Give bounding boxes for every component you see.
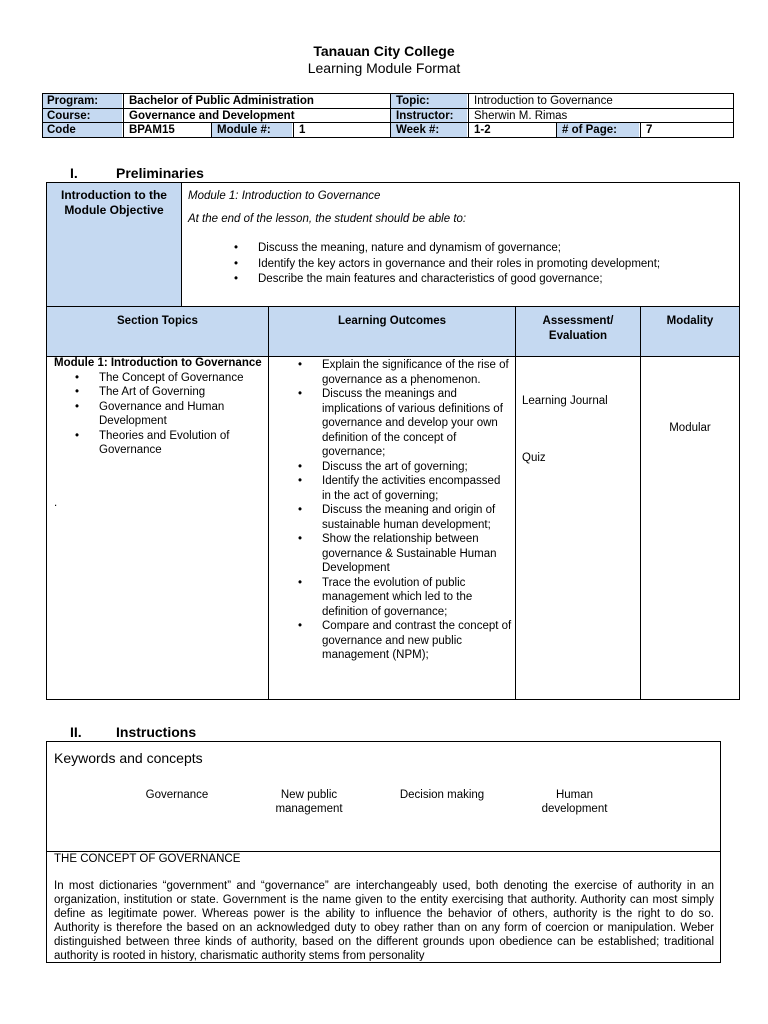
course-value: Governance and Development: [129, 110, 295, 122]
col-header-assessment: Assessment/ Evaluation: [542, 315, 614, 342]
col-header-section-topics: Section Topics: [117, 315, 198, 327]
assessment-quiz: Quiz: [522, 452, 546, 464]
outcome-item: • Discuss the meanings and implications of various definitions of governance and develop your own definition of the concept of governance;: [322, 387, 512, 460]
section-title-preliminaries: Preliminaries: [116, 165, 204, 181]
outcome-item: • Discuss the art of governing;: [322, 460, 512, 475]
topic-item: • The Art of Governing: [99, 385, 264, 400]
objective-intro: At the end of the lesson, the student should be able to:: [188, 212, 467, 225]
section-number: II.: [70, 724, 82, 740]
code-value: BPAM15: [129, 124, 175, 136]
outcome-item: • Identify the activities encompassed in the act of governing;: [322, 474, 512, 503]
section-title-instructions: Instructions: [116, 724, 197, 740]
keyword-item: Human development: [541, 789, 608, 815]
instructor-value: Sherwin M. Rimas: [474, 110, 568, 122]
week-label: Week #:: [391, 123, 467, 137]
topics-list: [99, 371, 264, 458]
objective-item: • Identify the key actors in governance and their roles in promoting development;: [258, 257, 733, 272]
assessment-learning-journal: Learning Journal: [522, 395, 608, 407]
section-number: I.: [70, 165, 78, 181]
concept-paragraph: In most dictionaries “government” and “governance” are interchangeably used, both denoting the exercise of authority in an organization, institution or state. Government is the name given to the entity exercising that authority. Authority can most simply define as legitimate power. Whereas power is the ability to influence the behavior of others, authority is the right to do so. Authority is therefore the based on an acknowledged duty to obey rather than on any form of coercion or manipulation. Weber distinguished between three kinds of authority, based on the different grounds upon obedience can be established; traditional authority is rooted in history, charismatic authority stems from personality: [54, 880, 714, 961]
concept-heading: THE CONCEPT OF GOVERNANCE: [54, 853, 241, 865]
module-number-value: 1: [299, 124, 306, 136]
topic-item: • The Concept of Governance: [99, 371, 264, 386]
week-value: 1-2: [474, 124, 491, 136]
module-number-label: Module #:: [212, 123, 292, 137]
module-title: Module 1: Introduction to Governance: [188, 190, 381, 202]
college-name: Tanauan City College: [313, 43, 455, 59]
pages-label: # of Page:: [557, 123, 639, 137]
instructions-table: [46, 741, 721, 963]
instructor-label: Instructor:: [391, 109, 467, 122]
topics-heading: Module 1: Introduction to Governance: [54, 357, 262, 369]
keyword-item: Governance: [145, 789, 209, 801]
outcome-item: • Show the relationship between governance & Sustainable Human Development: [322, 532, 512, 576]
course-label: Course:: [42, 109, 122, 122]
preliminaries-table: [46, 182, 740, 700]
topic-item: • Governance and Human Development: [99, 400, 264, 429]
col-header-modality: Modality: [666, 315, 714, 327]
keywords-title: Keywords and concepts: [54, 750, 203, 766]
objective-item: • Describe the main features and characteristics of good governance;: [258, 272, 733, 287]
code-label: Code: [42, 123, 122, 137]
topics-trailing-dot: .: [54, 496, 58, 509]
learning-outcomes-list: [322, 358, 512, 663]
outcome-item: • Explain the significance of the rise of governance as a phenomenon.: [322, 358, 512, 387]
objective-content: [188, 189, 733, 287]
objective-item: • Discuss the meaning, nature and dynamism of governance;: [258, 241, 733, 256]
section-topics-cell: [54, 356, 264, 510]
outcome-item: • Discuss the meaning and origin of sustainable human development;: [322, 503, 512, 532]
keyword-item: New public management: [275, 789, 343, 815]
topic-item: • Theories and Evolution of Governance: [99, 429, 264, 458]
program-label: Program:: [42, 94, 122, 108]
pages-value: 7: [646, 124, 653, 136]
module-info-table: [42, 93, 734, 137]
col-header-learning-outcomes: Learning Outcomes: [338, 315, 446, 327]
keyword-item: Decision making: [399, 789, 485, 801]
objective-label: Introduction to the Module Objective: [61, 188, 167, 217]
objective-list: [258, 241, 733, 287]
outcome-item: • Trace the evolution of public management which led to the definition of governance;: [322, 576, 512, 620]
modality-value: Modular: [669, 422, 711, 434]
program-value: Bachelor of Public Administration: [129, 95, 314, 107]
document-subtitle: Learning Module Format: [307, 60, 461, 76]
topic-value: Introduction to Governance: [474, 95, 613, 107]
outcome-item: • Compare and contrast the concept of governance and new public management (NPM);: [322, 619, 512, 663]
topic-label: Topic:: [391, 94, 467, 108]
objective-label-cell: [47, 183, 181, 306]
